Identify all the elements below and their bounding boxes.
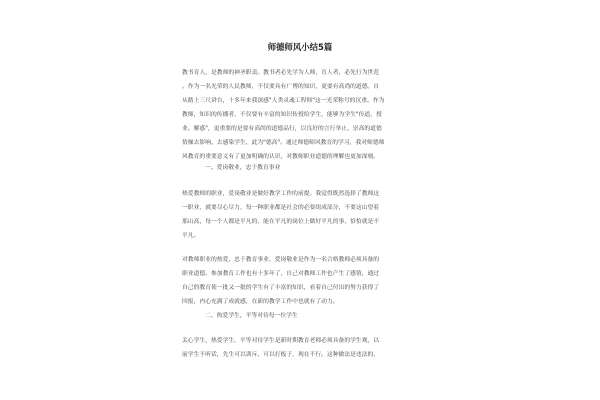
paragraph-line: 前学生不听话，先生可以训斥，可以打板子，现在不行。这种做法是违法的， — [182, 352, 380, 358]
paragraph-line: 对教师职业的热爱，忠于教育事业，爱岗敬业是作为一名合格教师必须具备的 — [182, 257, 380, 263]
document-title: 师德师风小结5篇 — [267, 42, 333, 52]
paragraph-line: 教师，知识的传播者，不仅要有丰富的知识传授给学生，能够为学生"传道、授 — [182, 112, 382, 118]
paragraph-line: 自己的教育使一批又一批的学生有了丰富的知识，看着自己付出的努力获得了 — [182, 285, 380, 291]
paragraph-line: 情操去影响、去感染学生，此为"德高"。通过师德师风教育的学习，我对师德师 — [182, 140, 385, 146]
section-heading: 一、爱岗敬业，忠于教育事业 — [205, 165, 281, 171]
paragraph-line: 热爱教师的职业，爱岗敬业是做好教学工作的前提。我觉得既然选择了教师这 — [182, 191, 380, 197]
paragraph-line: 回报，内心充满了成就感，在新的教学工作中也就有了动力。 — [182, 299, 339, 305]
paragraph-line: 。作为一名光荣的人民教师，不仅要具有广博的知识，更要有高尚的道德。自 — [182, 84, 380, 90]
paragraph-line: 风教育的重要意义有了更加明确的认识，对教师职业道德的理解也更加深刻。 — [182, 154, 380, 160]
paragraph-line: 一职业，就要尽心尽力，每一种职业都是社会的必要组成部分，不要这山望着 — [182, 205, 380, 211]
paragraph-line: 那山高，每一个人都是平凡的，能在平凡的岗位上做好平凡的事，恰恰就是不 — [182, 219, 380, 225]
paragraph-line: 业、解惑"，更重要的是要有高尚的道德品行，以良好的言行举止，崇高的道德 — [182, 126, 382, 132]
paragraph-line: 教书育人，是教师的神圣职责。教书者必先学为人师，育人者，必先行为世范 — [182, 70, 380, 76]
paragraph-line: 职业道德。参加教育工作也有十多年了，自己对教师工作也产生了感情，通过 — [182, 271, 380, 277]
paragraph-line: 从踏上三尺讲台，十多年来我深感"人类灵魂工程师"这一光荣称号的沉重。作为 — [182, 98, 385, 104]
paragraph-line: 平凡。 — [182, 233, 200, 239]
paragraph-line: 关心学生，热爱学生，平等对待学生是新时期教育老师必须具备的学生观，以 — [182, 338, 380, 344]
section-heading: 二、热爱学生，平等对待每一位学生 — [205, 313, 298, 319]
